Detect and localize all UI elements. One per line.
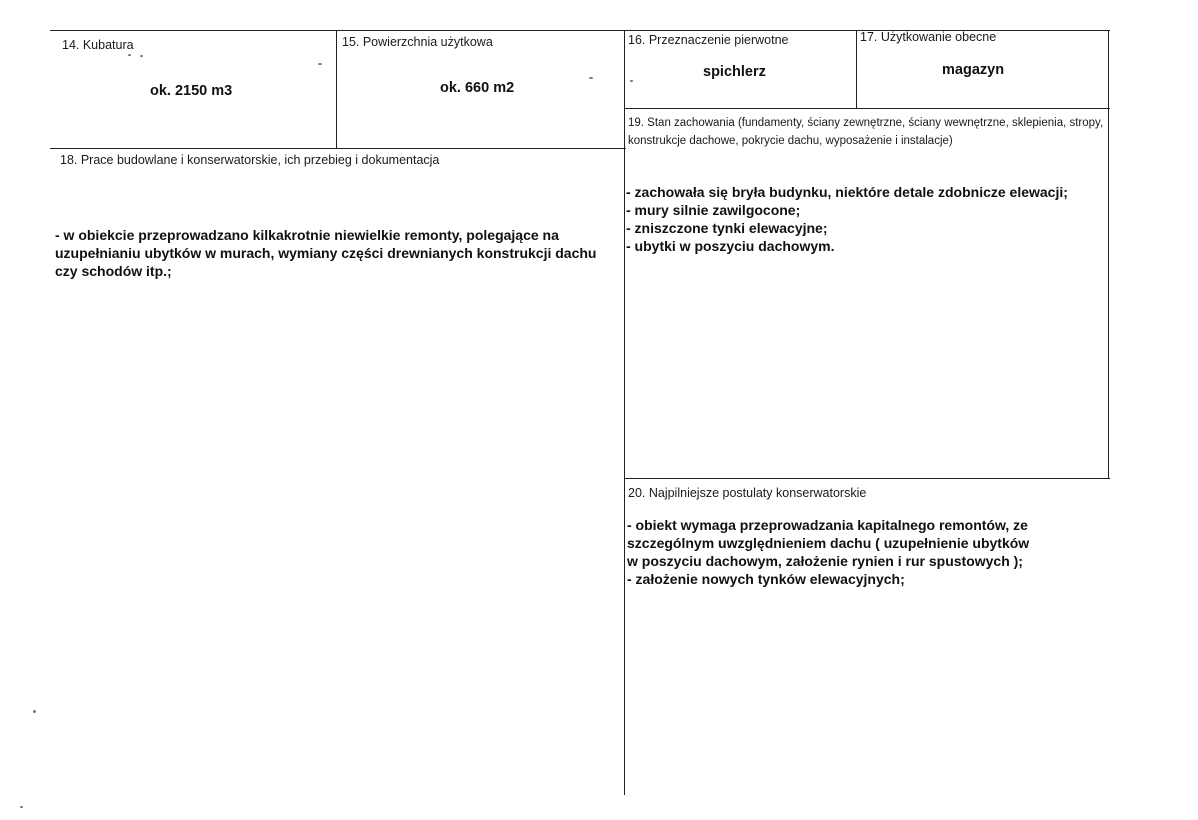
scan-speck xyxy=(318,63,322,65)
field-20-list xyxy=(627,516,1029,588)
section19-bottom-border xyxy=(624,478,1110,479)
field-20-item: w poszyciu dachowym, założenie rynien i rur spustowych ); xyxy=(627,553,1023,569)
field-20-item: - obiekt wymaga przeprowadzania kapitalnego remontów, ze xyxy=(627,517,1028,533)
scan-speck xyxy=(128,54,131,56)
field-16-label: 16. Przeznaczenie pierwotne xyxy=(628,33,789,47)
field-19-label: 19. Stan zachowania (fundamenty, ściany zewnętrzne, ściany wewnętrzne, sklepienia, stropy, konstrukcje dachowe, pokrycie dachu, wyposażenie i instalacje) xyxy=(628,117,1104,147)
field-20-item: szczególnym uwzględnieniem dachu ( uzupełnienie ubytków xyxy=(627,535,1030,551)
scan-speck xyxy=(20,806,23,808)
field-19-item: - ubytki w poszyciu dachowym. xyxy=(626,238,835,254)
field-18-text: - w obiekcie przeprowadzano kilkakrotnie niewielkie remonty, polegające na uzupełnianiu ubytków w murach, wymiany części drewnianych konstrukcji dachu czy schodów itp.; xyxy=(55,227,597,279)
scan-speck xyxy=(33,710,36,713)
scan-speck xyxy=(589,77,593,79)
field-14-value: ok. 2150 m3 xyxy=(150,83,233,99)
field-17-label: 17. Użytkowanie obecne xyxy=(860,30,997,44)
field-14-label: 14. Kubatura xyxy=(62,38,134,52)
field-19-item: - zniszczone tynki elewacyjne; xyxy=(626,220,828,236)
field-19-list xyxy=(626,183,1068,255)
field-18-label: 18. Prace budowlane i konserwatorskie, ich przebieg i dokumentacja xyxy=(60,153,440,167)
row1-bottom-border-right xyxy=(624,108,1110,109)
col-divider-left-right xyxy=(624,30,625,795)
field-19-item: - mury silnie zawilgocone; xyxy=(626,202,801,218)
scan-speck xyxy=(140,55,143,57)
field-19-item: - zachowała się bryła budynku, niektóre detale zdobnicze elewacji; xyxy=(626,184,1068,200)
col-divider-16-17 xyxy=(856,30,857,108)
table-right-border xyxy=(1108,30,1109,478)
scan-speck xyxy=(630,80,633,82)
field-20-item: - założenie nowych tynków elewacyjnych; xyxy=(627,571,905,587)
field-15-label: 15. Powierzchnia użytkowa xyxy=(342,35,493,49)
field-15-value: ok. 660 m2 xyxy=(440,80,515,96)
field-16-value: spichlerz xyxy=(703,64,766,80)
col-divider-14-15 xyxy=(336,30,337,148)
field-17-value: magazyn xyxy=(942,62,1005,78)
field-20-label: 20. Najpilniejsze postulaty konserwatorskie xyxy=(628,486,867,500)
row1-bottom-border-left xyxy=(50,148,626,149)
